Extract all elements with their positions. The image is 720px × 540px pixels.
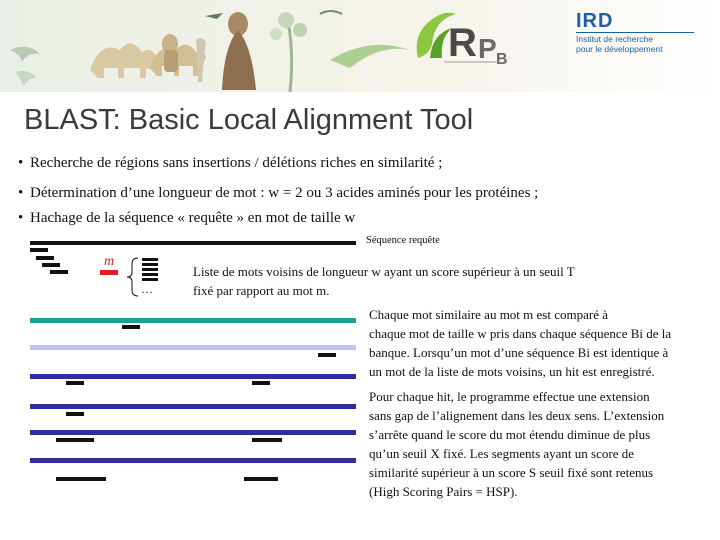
extended-hit-segment xyxy=(56,438,94,442)
neighbor-list-line: fixé par rapport au mot m. xyxy=(193,283,330,298)
rpb-logo xyxy=(408,6,520,68)
ird-subtitle-line: pour le développement xyxy=(576,44,663,54)
hit-explanation-paragraph xyxy=(369,305,704,381)
bullet-dot-icon: • xyxy=(18,210,24,226)
word-m-label: m xyxy=(104,254,115,269)
paragraph-line: un mot de la liste de mots voisins, un hit est enregistré. xyxy=(369,364,655,379)
svg-text:P: P xyxy=(478,33,497,64)
paragraph-line: s’arrête quand le score du mot étendu diminue de plus xyxy=(369,427,651,442)
query-sequence-bar xyxy=(30,241,356,245)
hsp-segment xyxy=(244,477,278,481)
hit-segment xyxy=(66,412,84,416)
paragraph-line: (High Scoring Pairs = HSP). xyxy=(369,484,518,499)
neighbor-list-text xyxy=(193,262,575,300)
ird-logo-name: IRD xyxy=(576,10,614,32)
paragraph-line: banque. Lorsqu’un mot d’une séquence Bi est identique à xyxy=(369,345,669,360)
bullet-text: Détermination d’une longueur de mot : w = 2 ou 3 acides aminés pour les protéines ; xyxy=(30,185,539,201)
bullet-dot-icon: • xyxy=(18,155,24,171)
bullet-text: Recherche de régions sans insertions / délétions riches en similarité ; xyxy=(30,155,443,171)
paragraph-line: Pour chaque hit, le programme effectue une extension xyxy=(369,389,650,404)
hit-segment xyxy=(252,381,270,385)
ird-logo-rule xyxy=(576,32,694,33)
hit-segment xyxy=(66,381,84,385)
query-word-segment xyxy=(30,248,48,252)
neighbor-list-line: Liste de mots voisins de longueur w ayant un score supérieur à un seuil T xyxy=(193,264,575,279)
paragraph-line: chaque mot de taille w pris dans chaque séquence Bi de la xyxy=(369,326,672,341)
ird-logo-subtitle xyxy=(576,34,686,54)
neighbor-word xyxy=(142,268,158,271)
bullet-item xyxy=(18,185,538,202)
ird-subtitle-line: Institut de recherche xyxy=(576,34,654,44)
query-sequence-label: Séquence requête xyxy=(366,235,440,246)
rpb-logo-text xyxy=(0,0,1,1)
bullet-text: Hachage de la séquence « requête » en mot de taille w xyxy=(30,210,356,226)
query-word-segment xyxy=(42,263,60,267)
svg-text:B: B xyxy=(496,51,508,68)
bullet-item xyxy=(18,155,442,172)
hsp-segment xyxy=(56,477,106,481)
query-word-segment xyxy=(50,270,68,274)
neighbor-brace-icon xyxy=(126,256,140,298)
database-sequence-bar xyxy=(30,374,356,379)
database-sequence-bar xyxy=(30,458,356,463)
database-sequence-bar xyxy=(30,318,356,323)
slide-title: BLAST: Basic Local Alignment Tool xyxy=(24,104,474,136)
neighbor-ellipsis: … xyxy=(141,282,153,296)
word-m-segment xyxy=(100,270,118,275)
bullet-item xyxy=(18,210,355,227)
database-sequence-bar xyxy=(30,430,356,435)
ird-logo xyxy=(576,10,700,72)
database-sequence-bar xyxy=(30,404,356,409)
neighbor-word xyxy=(142,263,158,266)
hit-segment xyxy=(122,325,140,329)
neighbor-word xyxy=(142,258,158,261)
paragraph-line: similarité supérieur à un score S seuil fixé sont retenus xyxy=(369,465,654,480)
query-word-segment xyxy=(36,256,54,260)
hit-segment xyxy=(318,353,336,357)
extended-hit-segment xyxy=(252,438,282,442)
paragraph-line: qu’un seuil X fixé. Les segments ayant un score de xyxy=(369,446,634,461)
neighbor-word xyxy=(142,273,158,276)
paragraph-line: Chaque mot similaire au mot m est comparé à xyxy=(369,307,608,322)
svg-text:R: R xyxy=(448,21,477,65)
bullet-dot-icon: • xyxy=(18,185,24,201)
paragraph-line: sans gap de l’alignement dans les deux sens. L’extension xyxy=(369,408,665,423)
database-sequence-bar xyxy=(30,345,356,350)
hsp-explanation-paragraph xyxy=(369,387,704,501)
neighbor-word xyxy=(142,278,158,281)
header-banner xyxy=(0,0,720,92)
